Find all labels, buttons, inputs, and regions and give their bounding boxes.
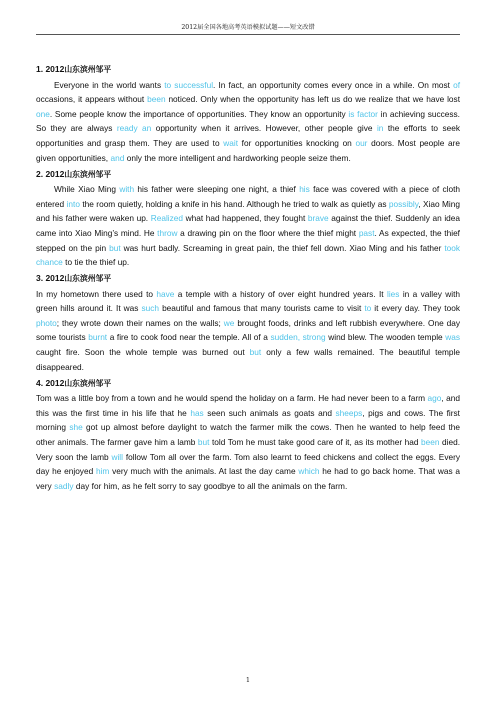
passage-paragraph (36, 78, 460, 166)
error-highlight: took chance (36, 242, 460, 268)
section-number: 2. 2012 (36, 168, 65, 179)
passage-text: it every day. They took (371, 303, 460, 314)
error-highlight: such (141, 303, 160, 314)
passage-text: what had happened, they fought (183, 213, 308, 224)
passage-text: seen such animals as goats and (203, 407, 336, 418)
error-highlight: past (358, 227, 375, 238)
section-title (36, 376, 460, 392)
passage-paragraph (36, 287, 460, 375)
passage-paragraph (36, 182, 460, 270)
error-highlight: and (110, 152, 125, 163)
error-highlight: wait (223, 137, 239, 148)
error-highlight: Realized (150, 213, 184, 224)
error-highlight: but (249, 347, 262, 358)
passage-text: follow Tom all over the farm. Tom also learnt to feed chickens and collect the eggs. Every day he enjoyed (36, 451, 460, 477)
error-highlight: lies (386, 288, 400, 299)
passage-text: his father were sleeping one night, a thief (134, 184, 300, 195)
passage-text: day for him, as he felt sorry to say goodbye to all the animals on the farm. (73, 480, 348, 491)
error-highlight: but (109, 242, 121, 253)
passage-text: got up almost before daylight to watch the farmer milk the cows. Then he wanted to help feed the other animals. The farmer gave him a lamb (36, 422, 460, 448)
passage-text: died. Very soon the lamb (36, 437, 460, 462)
error-highlight: ago (427, 393, 442, 404)
section-number: 3. 2012 (36, 273, 65, 284)
error-highlight: have (156, 288, 175, 299)
error-highlight: with (119, 184, 135, 195)
error-highlight: to (364, 303, 372, 314)
section-title (36, 271, 460, 287)
running-header: 2012届全国各地高考英语模拟试题——短文改错 (181, 24, 315, 31)
error-highlight: throw (157, 227, 178, 238)
passage-text: , and this was the first time in his life that he (36, 393, 461, 418)
passage-paragraph (36, 391, 460, 493)
passage-text: occasions, it appears without (36, 94, 148, 105)
passage-text: opportunity when it arrives. However, other people give (151, 123, 377, 134)
error-highlight: we (223, 317, 235, 328)
error-highlight: been (421, 437, 440, 448)
section-place: 山东滨州邹平 (64, 378, 112, 388)
error-highlight: photo (36, 317, 57, 328)
error-highlight: is factor (348, 108, 378, 119)
section-title (36, 167, 460, 183)
section-place: 山东滨州邹平 (64, 65, 112, 74)
passage-text: face was covered with a piece of cloth entered (36, 184, 461, 209)
passage-text: doors. Most people are given opportunities, (36, 137, 460, 163)
error-highlight: burnt (88, 332, 108, 343)
error-highlight: sadly (54, 480, 74, 491)
error-highlight: sheeps (335, 407, 363, 418)
passage-text: brought foods, drinks and left rubbish everywhere. One day some tourists (36, 317, 460, 343)
error-highlight: will (111, 451, 123, 462)
passage-text: , pigs and cows. The first morning (36, 407, 460, 433)
error-highlight: him (95, 466, 110, 477)
passage-text: caught fire. Soon the whole temple was burned out (36, 347, 250, 358)
passage-text: in a valley with green hills around it. It was (36, 288, 461, 314)
passage-text: against the thief. Suddenly an idea came into Xiao Ming’s mind. He (36, 213, 460, 238)
passage-text: In my hometown there used to (36, 288, 157, 299)
error-highlight: sudden, strong (270, 332, 326, 343)
error-highlight: but (197, 437, 210, 448)
passage-text: the efforts to seek opportunities and grasp them. They are used to (36, 123, 460, 148)
error-highlight: to successful (164, 79, 214, 90)
passage-text: , Xiao Ming and his father were waken up. (36, 198, 460, 224)
error-highlight: which (298, 466, 320, 477)
passage-text: a drawing pin on the floor where the thief might (177, 227, 359, 238)
passage-text: wind blew. The wooden temple (325, 332, 446, 343)
section-title (36, 62, 460, 78)
section-place: 山东滨州邹平 (64, 274, 112, 284)
passage-text: only the more intelligent and hardworking people seize them. (124, 152, 351, 163)
error-highlight: she (69, 422, 83, 433)
error-highlight: into (66, 198, 80, 209)
passage-text: Everyone in the world wants (54, 79, 165, 90)
error-highlight: possibly (388, 198, 419, 209)
section-place: 山东滨州邹平 (64, 169, 112, 179)
passage-text: Tom was a little boy from a town and he would spend the holiday on a farm. He had never been to a farm (36, 393, 428, 404)
passage-text: noticed. Only when the opportunity has left us do we realize that we have lost (165, 94, 460, 105)
passage-text: a fire to cook food near the temple. All of a (107, 332, 271, 343)
error-highlight: our (355, 137, 368, 148)
section-number: 4. 2012 (36, 377, 65, 388)
passage-text: a temple with a history of over eight hundred years. It (174, 288, 387, 299)
passage-text: . In fact, an opportunity comes every once in a while. On most (213, 79, 454, 90)
error-highlight: in (376, 123, 384, 134)
passage-text: ; they wrote down their names on the walls; (56, 317, 224, 328)
passage-text: told Tom he must take good care of it, as its mother had (209, 437, 422, 448)
section-number: 1. 2012 (36, 64, 65, 74)
error-highlight: been (147, 94, 166, 105)
error-highlight: was (445, 332, 460, 343)
passage-text: While Xiao Ming (54, 184, 120, 195)
error-highlight: his (299, 184, 310, 195)
error-highlight: ready an (116, 123, 152, 134)
passage-text: in achieving success. So they are always (36, 108, 460, 134)
passage-text: the room quietly, holding a knife in his hand. Although he tried to walk as quietly as (79, 198, 389, 209)
error-highlight: of (453, 79, 461, 90)
error-highlight: one (36, 108, 50, 119)
document-body (36, 62, 460, 495)
page-number: 1 (245, 676, 251, 684)
passage-text: only a few walls remained. The beautiful temple disappeared. (36, 347, 460, 372)
error-highlight: brave (307, 213, 329, 224)
passage-text: he had to go back home. That was a very (36, 466, 461, 491)
passage-text: to tie the thief up. (62, 257, 130, 268)
passage-text: . Some people know the importance of opportunities. They know an opportunity (49, 108, 349, 119)
error-highlight: has (190, 407, 204, 418)
passage-text: . As expected, the thief stepped on the pin (36, 227, 460, 253)
passage-text: for opportunities knocking on (238, 137, 356, 148)
passage-text: was hurt badly. Screaming in great pain, the thief fell down. Xiao Ming and his father (120, 242, 445, 253)
header-rule (36, 34, 460, 35)
passage-text: very much with the animals. At last the day came (109, 466, 299, 477)
passage-text: beautiful and famous that many tourists came to visit (159, 303, 365, 314)
